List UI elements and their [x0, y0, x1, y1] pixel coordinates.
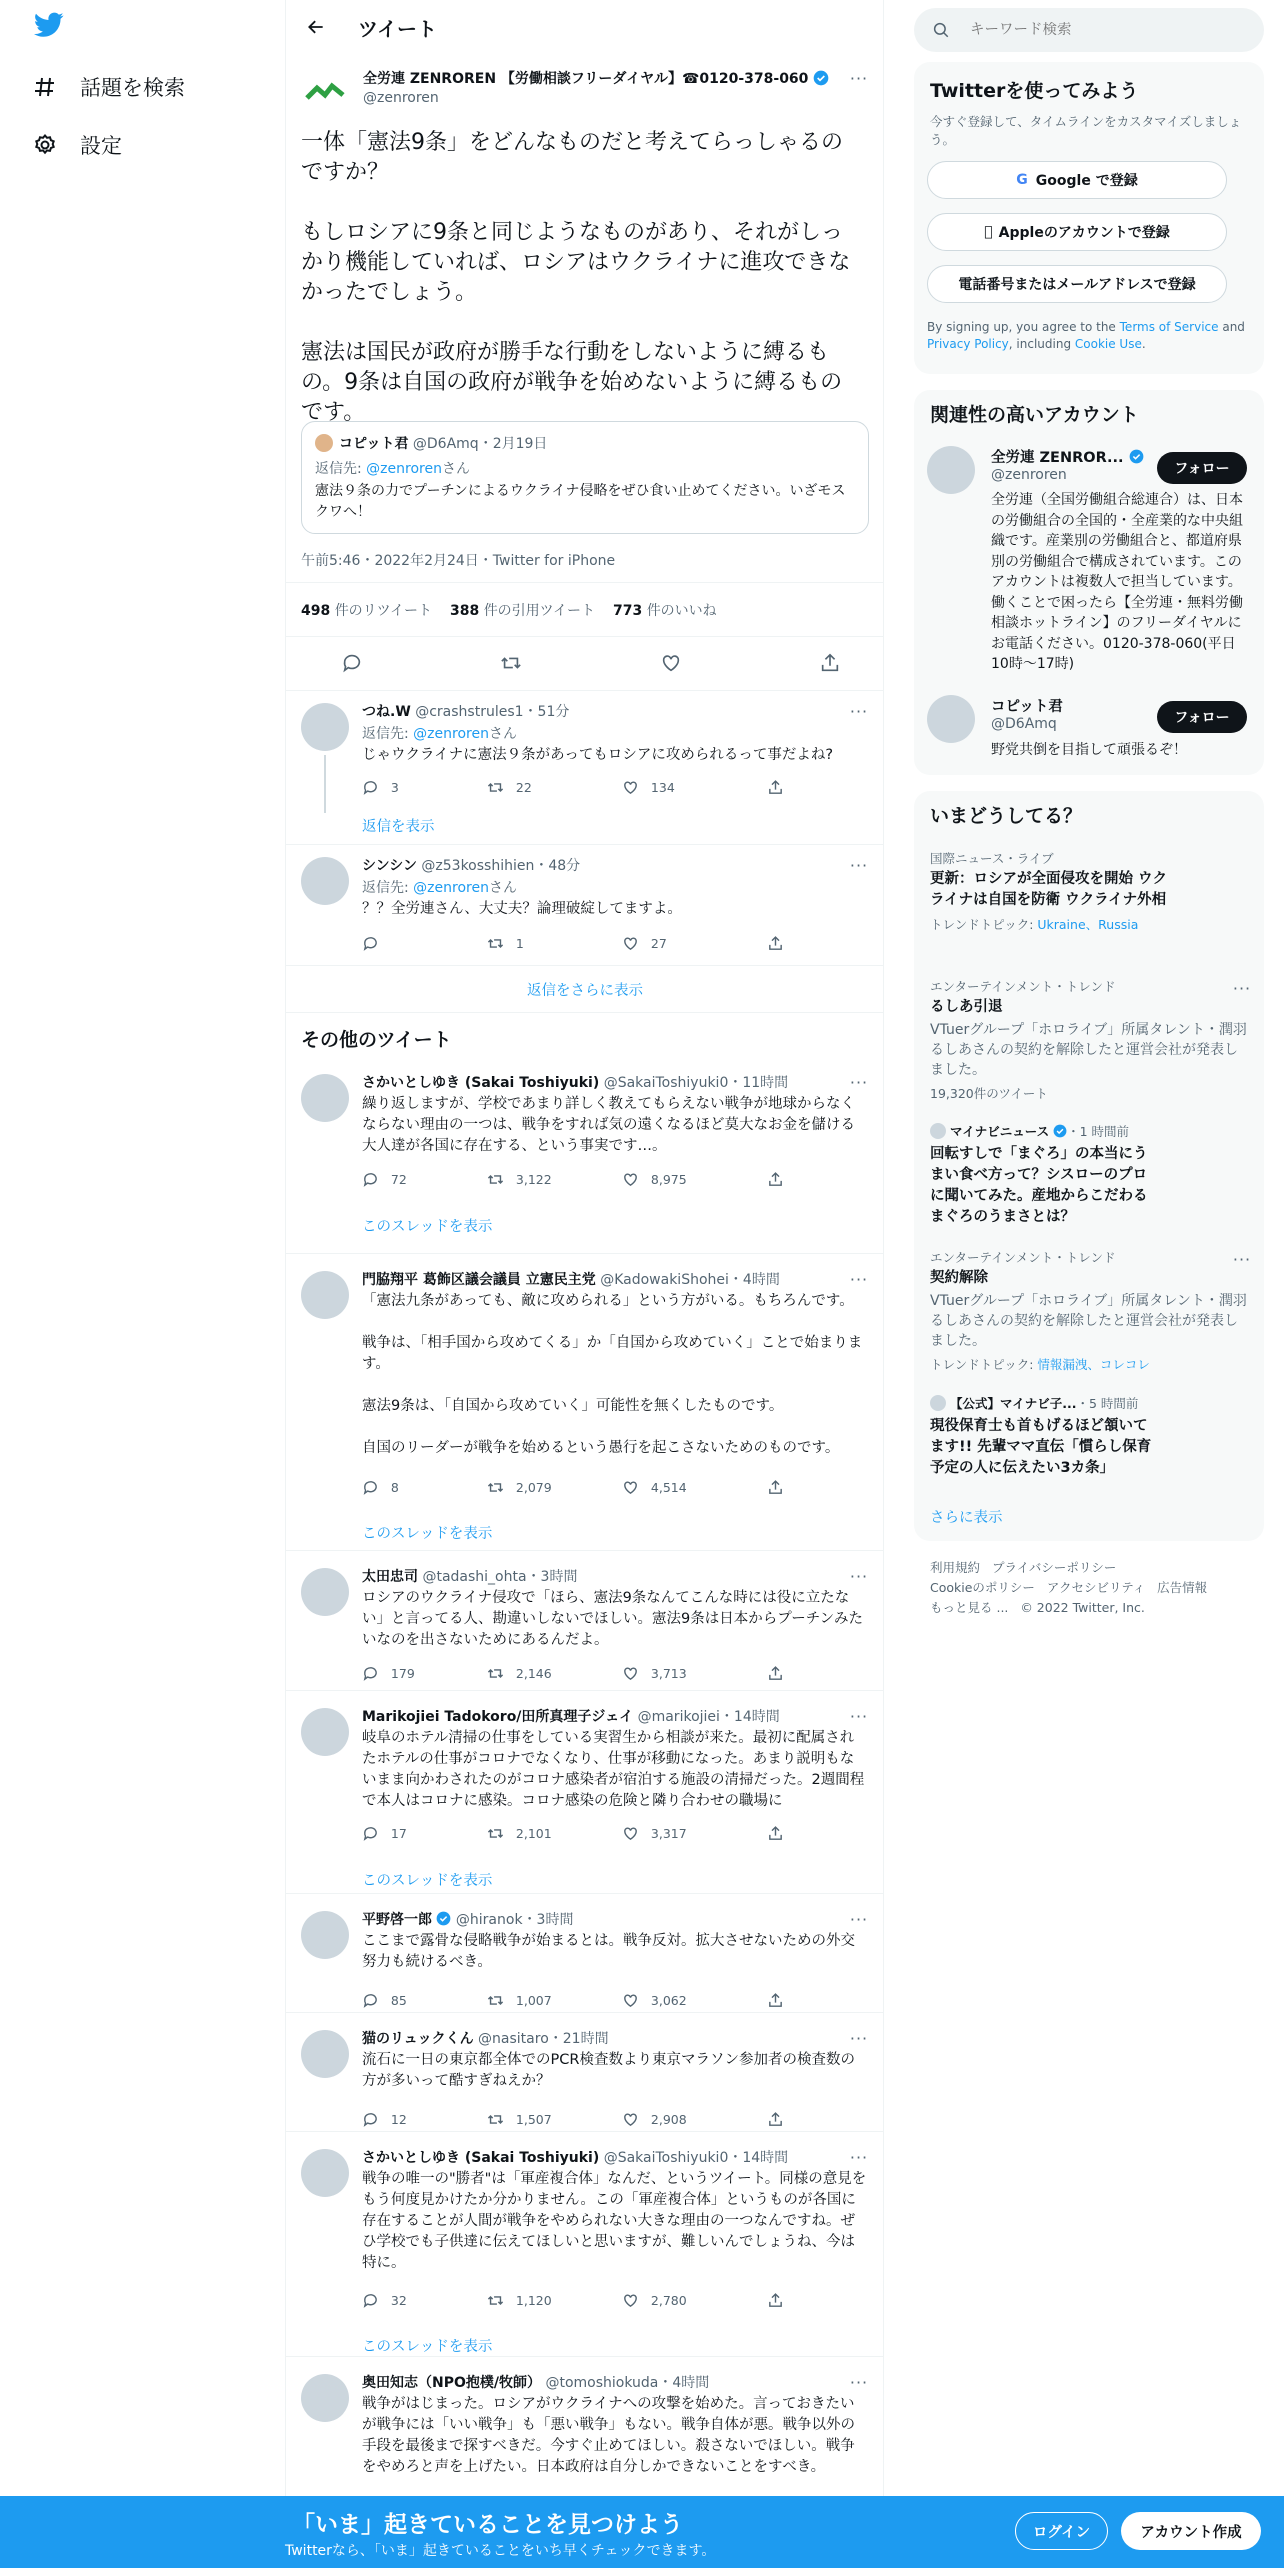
- like-action[interactable]: 134: [622, 777, 767, 797]
- show-thread-link[interactable]: このスレッドを表示: [362, 1873, 493, 1889]
- more-icon[interactable]: ···: [849, 1566, 869, 1586]
- apple-icon: [984, 224, 992, 240]
- quoted-author: コピット君 @D6Amq・2月19日: [339, 436, 548, 452]
- tweet-actions: [362, 2109, 802, 2129]
- more-icon[interactable]: ···: [849, 701, 869, 721]
- account-handle: @D6Amq: [991, 716, 1057, 732]
- tweet-actions: [362, 1169, 802, 1189]
- reply-header: シンシン @z53kosshihien・48分: [362, 858, 581, 874]
- google-icon: G: [1016, 172, 1028, 188]
- reply-action[interactable]: 32: [362, 2290, 487, 2310]
- banner-subtitle: Twitterなら、「いま」起きていることをいち早くチェックできます。: [285, 2543, 716, 2559]
- signup-button[interactable]: アカウント作成: [1121, 2512, 1261, 2550]
- reply-action[interactable]: 12: [362, 2109, 487, 2129]
- reply-action[interactable]: 17: [362, 1823, 487, 1843]
- show-more-trends-link[interactable]: さらに表示: [930, 1510, 1003, 1526]
- trend-item[interactable]: 国際ニュース・ライブ 更新：ロシアが全面侵攻を開始 ウクライナは自国を防衛 ウクライナ外相 トレンドトピック: Ukraine、Russia: [930, 851, 1168, 932]
- main-column: [285, 0, 884, 2568]
- trend-item[interactable]: エンターテインメント・トレンド るしあ引退 VTuerグループ「ホロライブ」所属タレント・潤羽るしあさんの契約を解除したと運営会社が発表しました。 19,320件のツイート: [930, 979, 1247, 1101]
- retweet-action[interactable]: 3,122: [487, 1169, 622, 1189]
- more-icon[interactable]: ···: [849, 1269, 869, 1289]
- news-item[interactable]: マイナビニュース ・1 時間前 回転すしで「まぐろ」の本当にうまい食べ方って？シスローのプロに聞いてみた。産地からこだわるまぐろのうまさとは？: [930, 1124, 1148, 1225]
- more-icon[interactable]: ···: [849, 1072, 869, 1092]
- quoted-text: 憲法９条の力でプーチンによるウクライナ侵略をぜひ食い止めてください。いざモスクワへ！: [315, 483, 846, 520]
- like-action[interactable]: 2,908: [622, 2109, 767, 2129]
- tweet-actions: [341, 652, 841, 678]
- tweet-header: 太田忠司 @tadashi_ohta・3時間: [362, 1569, 578, 1585]
- tweet-header: 平野啓一郎 @hiranok・3時間: [362, 1912, 574, 1928]
- avatar: [930, 1123, 946, 1139]
- back-arrow-icon[interactable]: [296, 7, 336, 47]
- share-action[interactable]: [767, 2109, 784, 2129]
- verified-icon: [436, 1912, 451, 1928]
- like-action[interactable]: 8,975: [622, 1169, 767, 1189]
- divider: [286, 1550, 884, 1551]
- tweet-header: さかいとしゆき (Sakai Toshiyuki) @SakaiToshiyuki0・11時間: [362, 1075, 789, 1091]
- avatar[interactable]: [301, 703, 349, 751]
- related-title: 関連性の高いアカウント: [930, 404, 1139, 426]
- more-icon[interactable]: ···: [849, 2028, 869, 2048]
- tweet-text: 戦争の唯一の"勝者"は「軍産複合体」なんだ、というツイート。同様の意見をもう何度見かけたか分かりません。この「軍産複合体」というものが各国に存在することが人間が戦争をやめられない大きな理由の一つなんですね。ぜひ学校でも子供達に伝えてほしいと思いますが、難しいんでしょうね、今は特に。: [362, 2171, 867, 2271]
- phone-signup-button[interactable]: 電話番号またはメールアドレスで登録: [927, 265, 1227, 303]
- reply-context: 返信先: @zenrorenさん: [362, 880, 517, 896]
- more-icon[interactable]: ···: [849, 2147, 869, 2167]
- nav-explore[interactable]: [30, 63, 185, 111]
- tweet-actions: [362, 1990, 802, 2010]
- reply-action[interactable]: 72: [362, 1169, 487, 1189]
- footer-link[interactable]: Cookieのポリシー: [930, 1580, 1035, 1595]
- avatar[interactable]: [301, 1568, 349, 1616]
- divider: [286, 636, 884, 637]
- show-thread-link[interactable]: このスレッドを表示: [362, 1526, 493, 1542]
- search-bar[interactable]: [914, 8, 1264, 52]
- retweet-action[interactable]: 2,101: [487, 1823, 622, 1843]
- divider: [286, 1012, 884, 1013]
- verified-icon: [813, 71, 829, 87]
- retweet-action[interactable]: 1,120: [487, 2290, 622, 2310]
- share-action[interactable]: [767, 1477, 784, 1497]
- share-icon[interactable]: [819, 652, 841, 678]
- left-nav: [0, 0, 285, 2568]
- tweet-timestamp: 午前5:46・2022年2月24日・Twitter for iPhone: [301, 553, 616, 569]
- reply-actions: [362, 777, 802, 797]
- google-signup-button[interactable]: G Google で登録: [927, 161, 1227, 199]
- share-action[interactable]: [767, 1169, 784, 1189]
- search-icon: [932, 21, 950, 39]
- retweet-action[interactable]: 2,079: [487, 1477, 622, 1497]
- avatar[interactable]: [927, 446, 975, 494]
- account-name[interactable]: 全労連 ZENROR...: [991, 446, 1144, 467]
- share-action[interactable]: [767, 1663, 784, 1683]
- reply-action[interactable]: 8: [362, 1477, 487, 1497]
- signup-terms: By signing up, you agree to the Terms of Service and Privacy Policy, including Cookie Use.: [927, 320, 1245, 351]
- reply-icon[interactable]: [341, 652, 363, 678]
- like-action[interactable]: 3,317: [622, 1823, 767, 1843]
- like-icon[interactable]: [660, 652, 682, 678]
- footer-link[interactable]: プライバシーポリシー: [991, 1560, 1117, 1575]
- follow-button[interactable]: フォロー: [1157, 701, 1247, 733]
- quoted-tweet[interactable]: [301, 421, 869, 534]
- avatar[interactable]: [301, 857, 349, 905]
- login-banner: [0, 2496, 1284, 2568]
- avatar[interactable]: [927, 695, 975, 743]
- share-action[interactable]: [767, 1823, 784, 1843]
- divider: [286, 2012, 884, 2013]
- signup-title: Twitterを使ってみよう: [930, 80, 1139, 102]
- share-action[interactable]: [767, 933, 784, 953]
- tweet-actions: [362, 2290, 802, 2310]
- tweet-stats: [301, 600, 717, 620]
- reply-context: 返信先: @zenrorenさん: [362, 726, 517, 742]
- retweet-action[interactable]: 1,007: [487, 1990, 622, 2010]
- like-action[interactable]: 3,713: [622, 1663, 767, 1683]
- tweet-paragraph: 一体「憲法9条」をどんなものだと考えてらっしゃるのですか？: [301, 130, 843, 185]
- retweet-action[interactable]: 1,507: [487, 2109, 622, 2129]
- avatar[interactable]: [301, 1708, 349, 1756]
- apple-signup-button[interactable]: Appleのアカウントで登録: [927, 213, 1227, 251]
- like-action[interactable]: 2,780: [622, 2290, 767, 2310]
- section-heading: その他のツイート: [301, 1029, 452, 1051]
- tweet-header: 奥田知志（NPO抱樸/牧師） @tomoshiokuda・4時間: [362, 2375, 710, 2391]
- tweet-header: 猫のリュックくん @nasitaro・21時間: [362, 2031, 609, 2047]
- trends-title: いまどうしてる？: [930, 805, 1083, 827]
- divider: [286, 582, 884, 583]
- quote-count[interactable]: 388 件の引用ツイート: [450, 603, 595, 619]
- more-icon[interactable]: ···: [849, 68, 869, 88]
- account-bio: 野党共倒を目指して頑張るぞ！: [991, 742, 1187, 758]
- more-icon[interactable]: ···: [849, 1706, 869, 1726]
- more-replies-link[interactable]: 返信をさらに表示: [527, 982, 643, 999]
- tweet-text: [301, 128, 861, 428]
- terms-link[interactable]: Terms of Service: [1119, 320, 1219, 334]
- retweet-icon[interactable]: [500, 652, 522, 678]
- footer-link[interactable]: アクセシビリティ: [1046, 1580, 1146, 1595]
- follow-button[interactable]: フォロー: [1157, 452, 1247, 484]
- avatar[interactable]: [301, 1271, 349, 1319]
- tweet-text: 戦争がはじまった。ロシアがウクライナへの攻撃を始めた。言っておきたいが戦争には「いい戦争」も「悪い戦争」もない。戦争自体が悪。戦争以外の手段を最後まで探すべきだ。今すぐ止めてほしい。殺さないでほしい。戦争をやめろと声を上げたい。日本政府は自分しかできないことをすべき。: [362, 2396, 855, 2475]
- author-name[interactable]: 全労連 ZENROREN 【労働相談フリーダイヤル】☎0120-378-060: [363, 68, 843, 88]
- footer-more-link[interactable]: もっと見る ...: [930, 1600, 1009, 1615]
- tweet-header: さかいとしゆき (Sakai Toshiyuki) @SakaiToshiyuki0・14時間: [362, 2150, 789, 2166]
- privacy-link[interactable]: Privacy Policy: [927, 337, 1009, 351]
- divider: [286, 1690, 884, 1691]
- more-icon[interactable]: ···: [1232, 1249, 1252, 1269]
- nav-explore-label: 話題を検索: [80, 76, 185, 100]
- divider: [286, 1893, 884, 1894]
- footer-link[interactable]: 利用規約: [930, 1560, 981, 1575]
- verified-icon: [1053, 1124, 1067, 1139]
- twitter-logo-icon[interactable]: [34, 12, 68, 46]
- reply-actions: [362, 933, 802, 953]
- avatar[interactable]: [301, 1074, 349, 1122]
- tweet-actions: [362, 1477, 802, 1497]
- reply-tweet[interactable]: [286, 691, 884, 844]
- share-action[interactable]: [767, 777, 784, 797]
- trends-card: [914, 791, 1264, 1541]
- signup-card: [914, 62, 1264, 374]
- hashtag-icon: [30, 72, 60, 102]
- search-input[interactable]: [970, 22, 1230, 38]
- tweet-text: 流石に一日の東京都全体でのPCR検査数より東京マラソン参加者の検査数の方が多いって酷すぎねえか？: [362, 2052, 855, 2089]
- header: [286, 0, 884, 54]
- banner-title: 「いま」起きていることを見つけよう: [292, 2512, 683, 2538]
- like-action[interactable]: 3,062: [622, 1990, 767, 2010]
- reply-action[interactable]: 3: [362, 777, 487, 797]
- author-handle[interactable]: @zenroren: [363, 90, 439, 106]
- avatar[interactable]: [301, 2030, 349, 2078]
- tweet-paragraph: もしロシアに9条と同じようなものがあり、それがしっかり機能していれば、ロシアはウクライナに進攻できなかったでしょう。: [301, 220, 851, 305]
- reply-tweet[interactable]: [286, 845, 884, 965]
- avatar: [315, 434, 333, 452]
- reply-action[interactable]: [362, 933, 487, 953]
- avatar[interactable]: [301, 2149, 349, 2197]
- more-icon[interactable]: ···: [849, 2372, 869, 2392]
- reply-text: ？？全労連さん、大丈夫？論理破綻してますよ。: [362, 901, 682, 917]
- footer-link[interactable]: 広告情報: [1157, 1580, 1208, 1595]
- avatar[interactable]: [301, 1911, 349, 1959]
- more-icon[interactable]: ···: [849, 1909, 869, 1929]
- tweet-header: Marikojiei Tadokoro/田所真理子ジェイ @marikojiei・14時間: [362, 1709, 780, 1725]
- tweet-actions: [362, 1663, 802, 1683]
- more-icon[interactable]: ···: [1232, 978, 1252, 998]
- thread-line: [324, 755, 326, 813]
- reply-action[interactable]: 85: [362, 1990, 487, 2010]
- gear-icon: [30, 130, 60, 160]
- tweet-text: ここまで露骨な侵略戦争が始まるとは。戦争反対。拡大させないための外交努力も続けるべき。: [362, 1933, 855, 1970]
- related-accounts-card: [914, 390, 1264, 775]
- news-item[interactable]: 【公式】マイナビ子... ・5 時間前 現役保育士も首もげるほど頷いてます!! 先輩ママ直伝「慣らし保育予定の人に伝えたい3カ条」: [930, 1396, 1152, 1476]
- nav-settings[interactable]: [30, 121, 122, 169]
- show-thread-link[interactable]: このスレッドを表示: [362, 1219, 493, 1235]
- show-replies-link[interactable]: 返信を表示: [362, 819, 435, 835]
- account-name[interactable]: コピット君: [991, 699, 1063, 715]
- show-thread-link[interactable]: このスレッドを表示: [362, 2339, 493, 2355]
- account-bio: 全労連（全国労働組合総連合）は、日本の労働組合の全国的・全産業的な中央組織です。産業別の労働組合と、都道府県別の労働組合で構成されています。このアカウントは複数人で担当しています。働くことで困ったら【全労連・無料労働相談ホットライン】のフリーダイヤルにお電話ください。0120-378-060(平日10時〜17時): [991, 492, 1243, 672]
- tweet-header: 門脇翔平 葛飾区議会議員 立憲民主党 @KadowakiShohei・4時間: [362, 1272, 780, 1288]
- login-button[interactable]: ログイン: [1015, 2512, 1108, 2550]
- cookie-link[interactable]: Cookie Use: [1074, 337, 1142, 351]
- reply-text: じゃウクライナに憲法９条があってもロシアに攻められるって事だよね?: [362, 747, 834, 763]
- tweet-text: ロシアのウクライナ侵攻で「ほら、憲法9条なんてこんな時には役に立たない」と言ってる人、勘違いしないでほしい。憲法9条は日本からプーチンみたいなのを出さないためにあるんだよ。: [362, 1590, 864, 1648]
- reply-header: つね.W @crashstrules1・51分: [362, 704, 570, 720]
- like-action[interactable]: 27: [622, 933, 767, 953]
- trend-item[interactable]: エンターテインメント・トレンド 契約解除 VTuerグループ「ホロライブ」所属タレント・潤羽るしあさんの契約を解除したと運営会社が発表しました。 トレンドトピック: 情報漏洩、コレコレ: [930, 1250, 1247, 1372]
- nav-settings-label: 設定: [80, 134, 122, 158]
- more-icon[interactable]: ···: [849, 855, 869, 875]
- avatar[interactable]: [301, 2374, 349, 2422]
- divider: [286, 2356, 884, 2357]
- retweet-action[interactable]: 2,146: [487, 1663, 622, 1683]
- tweet-paragraph: 憲法は国民が政府が勝手な行動をしないように縛るもの。9条は自国の政府が戦争を始めないように縛るものです。: [301, 340, 843, 425]
- divider: [286, 1253, 884, 1254]
- avatar: [930, 1395, 946, 1411]
- like-count[interactable]: 773 件のいいね: [613, 603, 717, 619]
- share-action[interactable]: [767, 1990, 784, 2010]
- tweet-actions: [362, 1823, 802, 1843]
- divider: [286, 2131, 884, 2132]
- signup-subtitle: 今すぐ登録して、タイムラインをカスタマイズしましょう。: [930, 114, 1242, 147]
- retweet-action[interactable]: 22: [487, 777, 622, 797]
- footer: [930, 1558, 1260, 1618]
- reply-context: 返信先: @zenrorenさん: [315, 461, 470, 477]
- avatar[interactable]: [301, 68, 349, 116]
- copyright: © 2022 Twitter, Inc.: [1020, 1600, 1145, 1615]
- like-action[interactable]: 4,514: [622, 1477, 767, 1497]
- retweet-count[interactable]: 498 件のリツイート: [301, 603, 432, 619]
- share-action[interactable]: [767, 2290, 784, 2310]
- page-title: ツイート: [358, 16, 437, 41]
- tweet-text: 岐阜のホテル清掃の仕事をしている実習生から相談が来た。最初に配属されたホテルの仕事がコロナでなくなり、仕事が移動になった。あまり説明もないまま向かわされたのがコロナ感染者が宿泊する施設の清掃だった。2週間程で本人はコロナに感染。コロナ感染の危険と隣り合わせの職場に: [362, 1730, 865, 1809]
- account-handle: @zenroren: [991, 467, 1067, 483]
- tweet-text: 「憲法九条があっても、敵に攻められる」という方がいる。もちろんです。 戦争は、「相手国から攻めてくる」か「自国から攻めていく」ことで始まります。 憲法9条は、「自国から攻めていく」可能性を無くしたものです。 自国のリーダーが戦争を始めるという愚行を起こさないためのものです。: [362, 1293, 863, 1456]
- reply-action[interactable]: 179: [362, 1663, 487, 1683]
- retweet-action[interactable]: 1: [487, 933, 622, 953]
- tweet-text: 繰り返しますが、学校であまり詳しく教えてもらえない戦争が地球からなくならない理由の一つは、戦争をすれば気の遠くなるほど莫大なお金を儲ける大人達が各国に存在する、という事実です…。: [362, 1096, 855, 1154]
- verified-icon: [1129, 450, 1144, 466]
